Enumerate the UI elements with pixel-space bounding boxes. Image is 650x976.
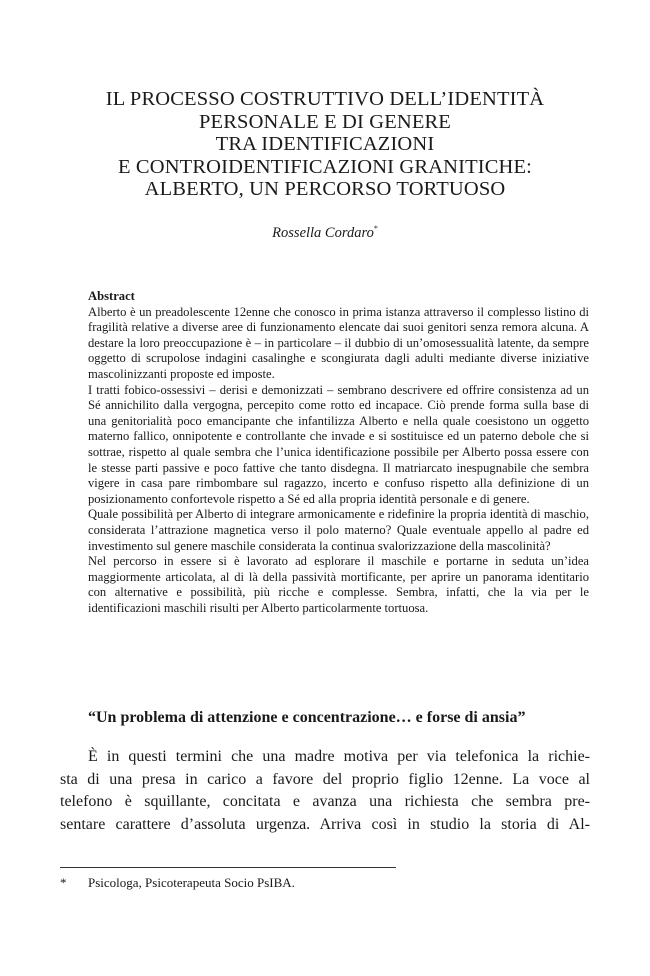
footnote: [60, 875, 295, 891]
footnote-marker: *: [60, 875, 67, 890]
abstract-paragraph: Quale possibilità per Alberto di integrare armonicamente e ridefinire la propria identità di maschio, considerata l’attrazione magnetica verso il polo materno? Quale eventuale appello al padre ed investimento sul genere maschile considerata la continua svalorizzazione della mascolinità?: [88, 507, 589, 553]
abstract: [88, 289, 589, 616]
body-line: sentare carattere d’assoluta urgenza. Arriva così in studio la storia di Al-: [60, 815, 590, 833]
article-title: [60, 88, 590, 201]
title-line: TRA IDENTIFICAZIONI: [215, 133, 435, 155]
body-line: telefono è squillante, concitata e avanza una richiesta che sembra pre-: [60, 793, 590, 810]
body-line: È in questi termini che una madre motiva per via telefonica la richie-: [88, 748, 590, 765]
abstract-paragraph: I tratti fobico-ossessivi – derisi e demonizzati – sembrano descrivere ed offrire consistenza ad un Sé annichilito dalla vergogna, percepito come rotto ed incapace. Ciò prende forma sulla base di una genitorialità poco emancipante che infantilizza Alberto e nella quale coesistono un oggetto materno fallico, onnipotente e controllante che invade e si sostituisce ed un paterno debole che si sottrae, rispetto al quale sembra che l’unica identificazione possibile per Alberto possa essere con le stesse parti passive e poco fattive che tanto disdegna. Il matriarcato inespugnabile che sembra vigere in casa pare rimbombare sul ragazzo, incerto e confuso rispetto alla definizione di un posizionamento confortevole rispetto a Sé ed alla propria identità personale e di genere.: [88, 382, 589, 506]
title-line: IL PROCESSO COSTRUTTIVO DELL’IDENTITÀ: [105, 88, 545, 110]
author-footnote-marker: *: [373, 224, 378, 233]
abstract-paragraph: Alberto è un preadolescente 12enne che conosco in prima istanza attraverso il complesso listino di fragilità relative a diverse aree di funzionamento elencate dai suoi genitori senza remora alcuna. A destare la loro preoccupazione è – in particolare – il dubbio di un’omosessualità latente, da sempre oggetto di scrupolose indagini casalinghe e scongiurata dagli adulti mediante diverse iniziative mascolinizzanti proposte ed imposte.: [88, 304, 589, 381]
abstract-paragraph: Nel percorso in essere si è lavorato ad esplorare il maschile e portarne in seduta un’idea maggiormente articolata, al di là della passività mortificante, per aprire un panorama identitario con alternative e possibilità, più ricche e complesse. Sembra, infatti, che la via per le identificazioni maschili risulti per Alberto particolarmente tortuosa.: [88, 554, 589, 615]
author-name: Rossella Cordaro: [272, 224, 374, 241]
footnote-divider: [60, 867, 396, 868]
abstract-heading: Abstract: [88, 289, 135, 303]
footnote-text: Psicologa, Psicoterapeuta Socio PsIBA.: [88, 875, 295, 890]
body-text: [60, 746, 590, 836]
title-line: ALBERTO, UN PERCORSO TORTUOSO: [144, 178, 506, 200]
title-line: PERSONALE E DI GENERE: [199, 110, 451, 133]
title-line: E CONTROIDENTIFICAZIONI GRANITICHE:: [117, 155, 533, 178]
body-line: sta di una presa in carico a favore del proprio figlio 12enne. La voce al: [60, 770, 590, 788]
section-heading: “Un problema di attenzione e concentrazione… e forse di ansia”: [88, 709, 526, 726]
author-line: [0, 224, 650, 242]
